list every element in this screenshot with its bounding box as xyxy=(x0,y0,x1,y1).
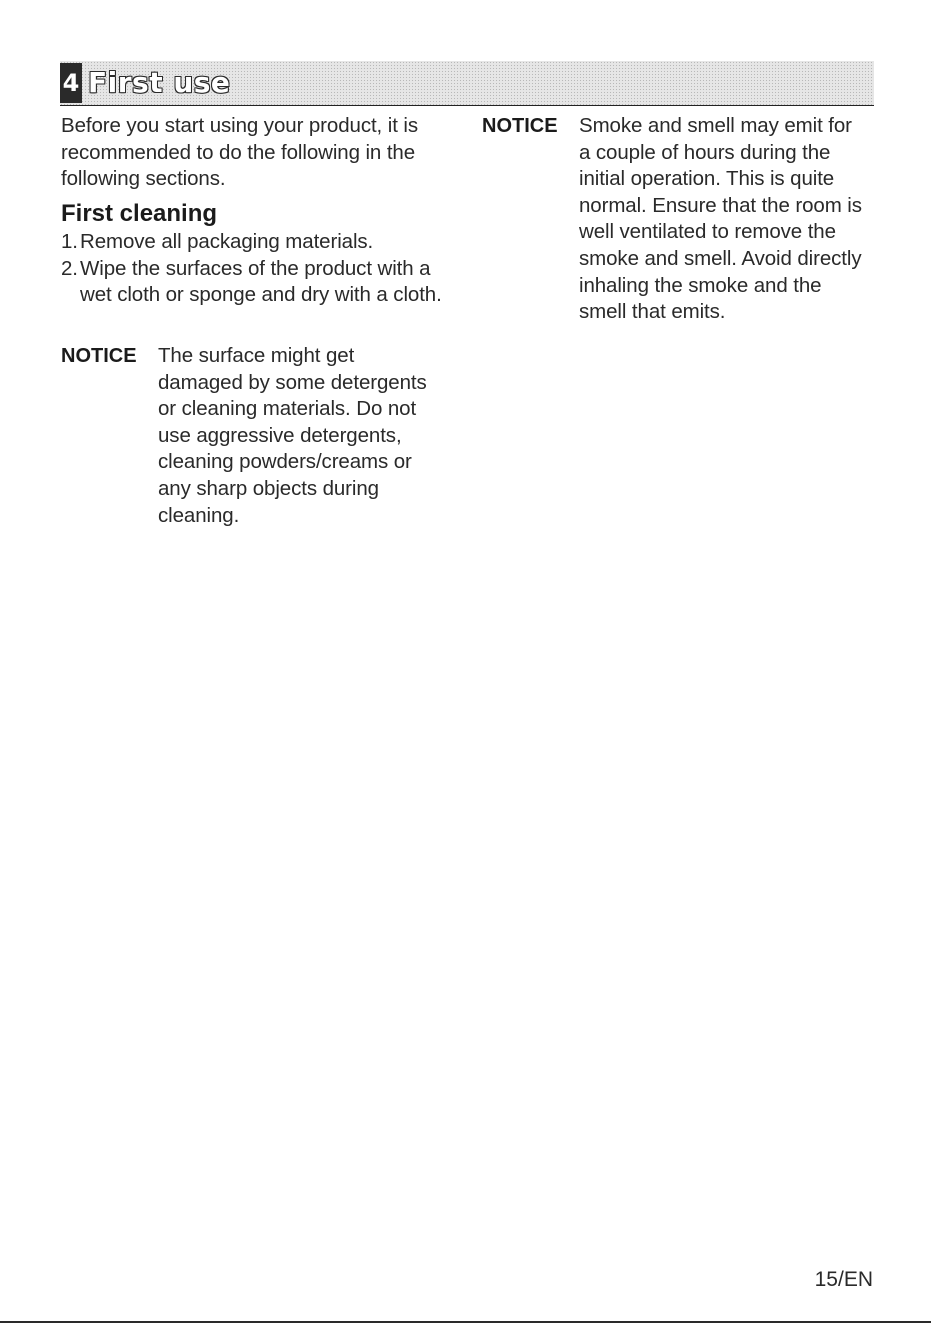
bottom-divider xyxy=(0,1321,931,1323)
step-number: 2. xyxy=(61,256,78,280)
first-cleaning-steps xyxy=(61,229,461,309)
page-number: 15/EN xyxy=(814,1268,873,1291)
step-number: 1. xyxy=(61,230,78,253)
section-title: First use xyxy=(88,66,231,99)
step-text: Wipe the surfaces of the product with a wet cloth or sponge and dry with a cloth. xyxy=(80,256,442,307)
notice-text: Smoke and smell may emit for a couple of hours during the initial operation. This is quite normal. Ensure that the room is well ventilated to remove the smoke and smell. Avoid directly inhaling the smoke and the smell that emits. xyxy=(579,114,862,324)
step-text: Remove all packaging materials. xyxy=(80,230,374,253)
section-number-badge: 4 xyxy=(60,63,82,103)
notice-text: The surface might get damaged by some detergents or cleaning materials. Do not use aggressive detergents, cleaning powders/creams or any sharp objects during cleaning. xyxy=(158,344,427,527)
notice-label: NOTICE xyxy=(61,345,137,367)
section-header xyxy=(60,61,874,106)
notice-label: NOTICE xyxy=(482,115,558,137)
list-item xyxy=(61,256,461,309)
list-item xyxy=(61,229,461,256)
intro-paragraph: Before you start using your product, it is recommended to do the following in the following sections. xyxy=(61,114,419,191)
first-cleaning-heading: First cleaning xyxy=(61,200,218,227)
